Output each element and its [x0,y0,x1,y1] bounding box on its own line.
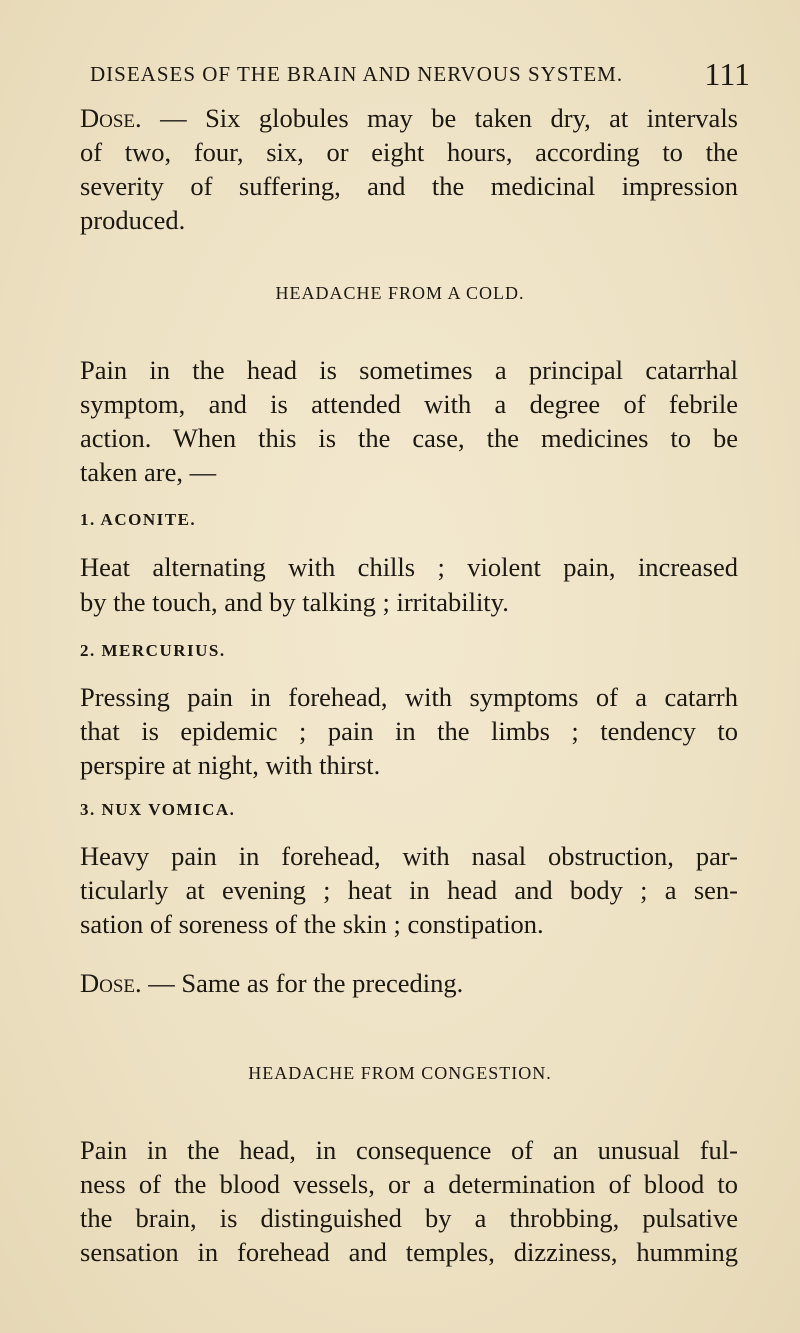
congestion-intro-line-3: the brain, is distinguished by a throbbing, pulsative [80,1203,738,1233]
running-head-title: DISEASES OF THE BRAIN AND NERVOUS SYSTEM. [90,62,624,86]
dose-same-paragraph [80,967,738,1001]
congestion-intro-line-2: ness of the blood vessels, or a determination of blood to [80,1169,738,1199]
congestion-intro-line-1: Pain in the head, in consequence of an unusual ful- [80,1135,738,1165]
dose-same-text: — Same as for the preceding. [141,968,464,998]
section-heading-congestion: HEADACHE FROM CONGESTION. [248,1063,552,1083]
remedy-nux-vomica-line-2: ticularly at evening ; heat in head and body ; a sen- [80,875,738,905]
cold-intro-line-1: Pain in the head is sometimes a principal catarrhal [80,355,738,385]
remedy-aconite-line-1: Heat alternating with chills ; violent pain, increased [80,552,738,582]
remedy-nux-vomica-title: 3. NUX VOMICA. [80,800,236,819]
dose-same-label: Dose. [80,968,142,998]
dose-label: Dose. [80,103,142,133]
dose-text: — Six globules may be taken dry, at intervals [141,103,738,133]
remedy-nux-vomica-line-3: sation of soreness of the skin ; constipation. [80,909,544,939]
dose-paragraph-line-4: produced. [80,205,186,235]
cold-intro-line-4: taken are, — [80,457,217,487]
running-head [90,56,750,92]
section-heading-cold: HEADACHE FROM A COLD. [275,283,525,303]
cold-intro-line-3: action. When this is the case, the medicines to be [80,423,738,453]
remedy-mercurius-line-3: perspire at night, with thirst. [80,750,381,780]
remedy-mercurius-title: 2. MERCURIUS. [80,641,226,660]
dose-paragraph-line-2: of two, four, six, or eight hours, according to the [80,137,738,167]
remedy-aconite-title: 1. ACONITE. [80,510,197,529]
remedy-nux-vomica-line-1: Heavy pain in forehead, with nasal obstruction, par- [80,841,738,871]
dose-paragraph-line-1 [80,102,738,136]
remedy-mercurius-line-1: Pressing pain in forehead, with symptoms of a catarrh [80,682,738,712]
dose-paragraph-line-3: severity of suffering, and the medicinal impression [80,171,738,201]
congestion-intro-line-4: sensation in forehead and temples, dizziness, humming [80,1237,738,1267]
cold-intro-line-2: symptom, and is attended with a degree of febrile [80,389,738,419]
remedy-mercurius-line-2: that is epidemic ; pain in the limbs ; tendency to [80,716,738,746]
remedy-aconite-line-2: by the touch, and by talking ; irritability. [80,587,509,617]
page-number: 111 [704,56,750,92]
